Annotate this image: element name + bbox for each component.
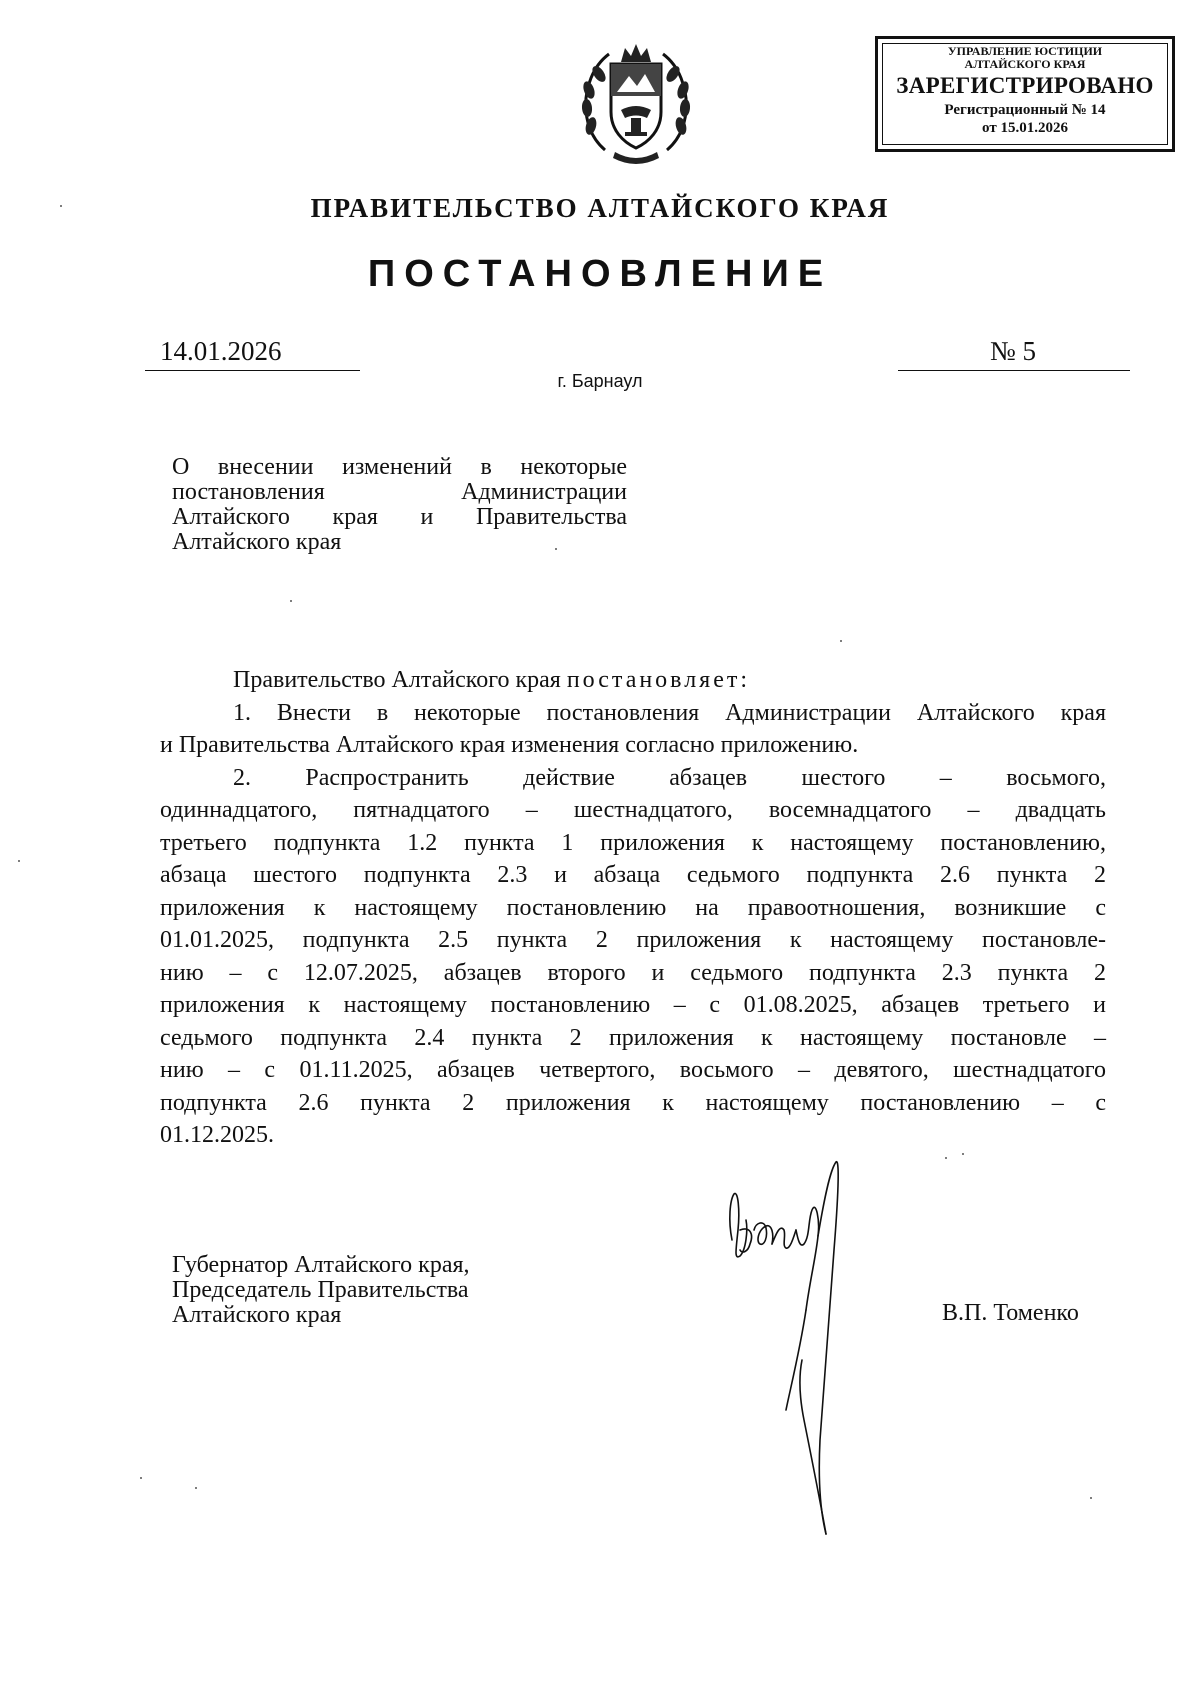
- position-line: Губернатор Алтайского края,: [172, 1252, 470, 1278]
- preamble-colon: :: [740, 667, 748, 693]
- item1-line: 1. Внести в некоторые постановления Администрации Алтайского края: [233, 699, 1106, 726]
- signatory-name: В.П. Томенко: [942, 1300, 1079, 1326]
- scan-speck: [60, 205, 62, 207]
- item2-line: третьего подпункта 1.2 пункта 1 приложения к настоящему постановлению,: [160, 829, 1106, 856]
- item2-line: нию – с 12.07.2025, абзацев второго и седьмого подпункта 2.3 пункта 2: [160, 959, 1106, 986]
- registration-stamp: [875, 36, 1175, 152]
- scan-speck: [1090, 1497, 1092, 1499]
- preamble-keyword: постановляет: [566, 667, 741, 693]
- subject-line: О внесении изменений в некоторые: [172, 454, 627, 480]
- item2-line: седьмого подпункта 2.4 пункта 2 приложения к настоящему постановле –: [160, 1024, 1106, 1051]
- position-line: Алтайского края: [172, 1302, 342, 1328]
- scan-speck: [962, 1153, 964, 1155]
- item1-line: и Правительства Алтайского края изменения согласно приложению.: [160, 732, 859, 758]
- document-subject: [172, 455, 627, 555]
- item2-line: приложения к настоящему постановлению – с 01.08.2025, абзацев третьего и: [160, 992, 1106, 1018]
- subject-line: постановления Администрации: [172, 479, 627, 505]
- document-type: ПОСТАНОВЛЕНИЕ: [367, 253, 833, 295]
- stamp-status: ЗАРЕГИСТРИРОВАНО: [896, 73, 1154, 98]
- coat-of-arms-emblem: [575, 38, 697, 168]
- signatory-position: [172, 1253, 470, 1328]
- stamp-reg-date: от 15.01.2026: [982, 120, 1068, 136]
- document-date: 14.01.2026: [160, 336, 282, 366]
- stamp-reg-number: Регистрационный № 14: [944, 102, 1106, 118]
- item2-line: 01.01.2025, подпункта 2.5 пункта 2 приложения к настоящему постановле-: [160, 927, 1106, 953]
- document-number: № 5: [990, 336, 1037, 366]
- item2-line: одиннадцатого, пятнадцатого – шестнадцатого, восемнадцатого – двадцать: [160, 797, 1106, 823]
- scan-speck: [195, 1487, 197, 1489]
- item2-line: 2. Распространить действие абзацев шестого – восьмого,: [233, 764, 1106, 791]
- scan-speck: [945, 1157, 947, 1159]
- government-title: ПРАВИТЕЛЬСТВО АЛТАЙСКОГО КРАЯ: [310, 193, 890, 223]
- item2-line: 01.12.2025.: [160, 1122, 274, 1148]
- item2-line: приложения к настоящему постановлению на правоотношения, возникшие с: [160, 894, 1106, 921]
- preamble: [160, 664, 1106, 697]
- position-line: Председатель Правительства: [172, 1277, 469, 1303]
- scan-speck: [140, 1477, 142, 1479]
- scan-speck: [840, 640, 842, 642]
- subject-line: Алтайского края и Правительства: [172, 504, 627, 530]
- scan-speck: [290, 600, 292, 602]
- stamp-org-line1: УПРАВЛЕНИЕ ЮСТИЦИИ: [947, 44, 1103, 58]
- stamp-org-line2: АЛТАЙСКОГО КРАЯ: [964, 57, 1086, 71]
- document-body: [160, 664, 1106, 1152]
- city: г. Барнаул: [557, 371, 643, 391]
- item2-line: нию – с 01.11.2025, абзацев четвертого, восьмого – девятого, шестнадцатого: [160, 1057, 1106, 1083]
- item2-line: абзаца шестого подпункта 2.3 и абзаца седьмого подпункта 2.6 пункта 2: [160, 862, 1106, 888]
- preamble-text: Правительство Алтайского края: [233, 667, 567, 693]
- scan-speck: [555, 548, 557, 550]
- scan-speck: [18, 860, 20, 862]
- subject-line: Алтайского края: [172, 529, 342, 555]
- handwritten-signature: [720, 1160, 920, 1540]
- item2-line: подпункта 2.6 пункта 2 приложения к настоящему постановлению – с: [160, 1089, 1106, 1116]
